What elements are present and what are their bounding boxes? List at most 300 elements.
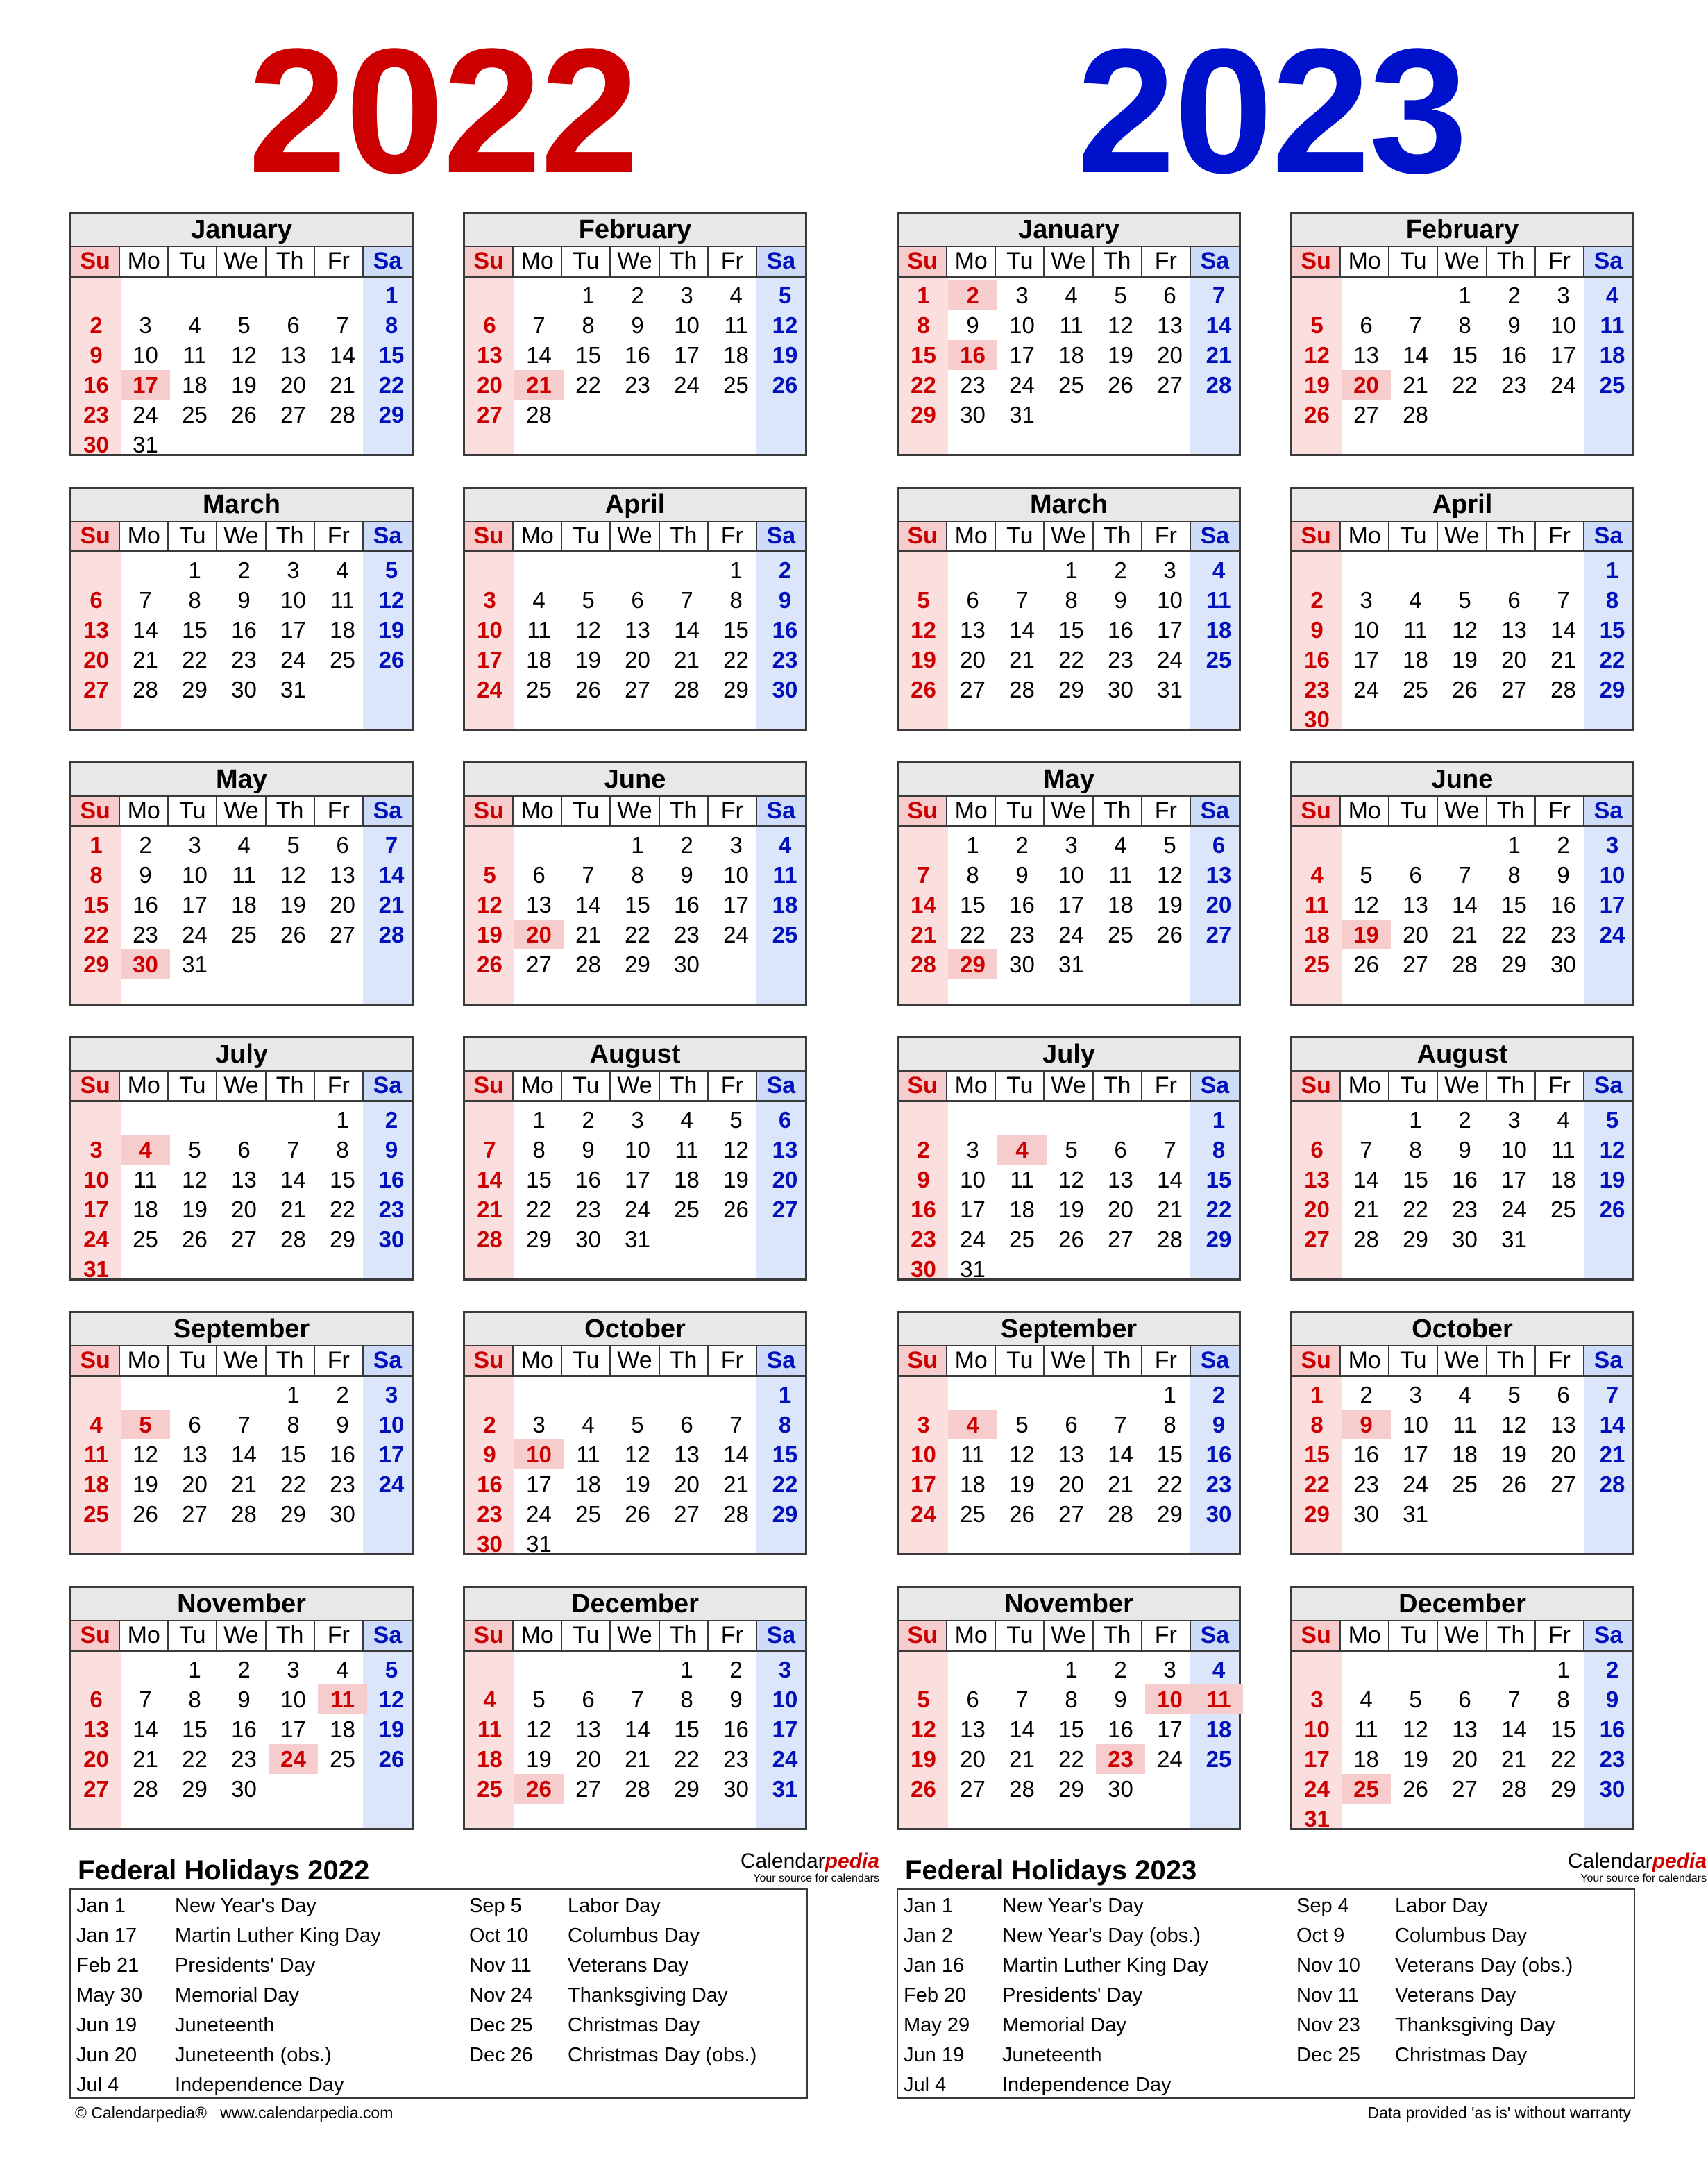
day-cell[interactable]: 16	[83, 372, 109, 398]
day-cell[interactable]: 29	[1157, 1501, 1183, 1527]
day-cell[interactable]: 12	[1058, 1167, 1084, 1192]
day-cell[interactable]: 24	[1353, 677, 1379, 702]
day-cell[interactable]: 17	[723, 892, 749, 918]
day-cell[interactable]: 19	[911, 647, 936, 673]
day-cell[interactable]: 3	[778, 1657, 792, 1682]
day-cell[interactable]: 11	[183, 342, 207, 368]
day-cell[interactable]: 16	[231, 617, 257, 643]
day-cell[interactable]: 3	[1605, 832, 1619, 858]
day-cell[interactable]: 22	[723, 647, 749, 673]
day-cell[interactable]: 30	[231, 677, 257, 702]
day-cell[interactable]: 20	[182, 1471, 208, 1497]
day-cell[interactable]: 21	[1108, 1471, 1133, 1497]
day-cell[interactable]: 25	[723, 372, 749, 398]
day-cell[interactable]: 2	[1557, 832, 1570, 858]
day-cell[interactable]: 11	[477, 1716, 502, 1742]
day-cell[interactable]: 25	[1206, 1746, 1232, 1772]
day-cell[interactable]: 17	[280, 617, 306, 643]
day-cell[interactable]: 28	[1599, 1471, 1625, 1497]
day-cell[interactable]: 1	[1557, 1657, 1570, 1682]
day-cell[interactable]: 10	[1501, 1137, 1527, 1163]
day-cell[interactable]: 16	[1452, 1167, 1478, 1192]
day-cell[interactable]: 12	[182, 1167, 208, 1192]
day-cell[interactable]: 1	[778, 1382, 792, 1408]
day-cell[interactable]: 20	[1403, 922, 1428, 947]
day-cell[interactable]: 11	[1206, 587, 1231, 613]
day-cell[interactable]: 9	[1114, 1687, 1127, 1712]
day-cell[interactable]: 23	[1304, 677, 1330, 702]
day-cell[interactable]: 14	[231, 1442, 257, 1467]
day-cell[interactable]: 5	[1015, 1412, 1029, 1437]
day-cell[interactable]: 27	[1550, 1471, 1576, 1497]
day-cell[interactable]: 6	[483, 312, 496, 338]
day-cell[interactable]: 7	[336, 312, 349, 338]
day-cell[interactable]: 31	[960, 1256, 986, 1282]
day-cell[interactable]: 29	[1550, 1776, 1576, 1802]
day-cell[interactable]: 18	[1206, 617, 1232, 643]
day-cell[interactable]: 30	[231, 1776, 257, 1802]
day-cell[interactable]: 26	[1009, 1501, 1035, 1527]
day-cell[interactable]: 6	[1557, 1382, 1570, 1408]
day-cell[interactable]: 5	[917, 587, 930, 613]
day-cell[interactable]: 5	[1114, 282, 1127, 308]
day-cell[interactable]: 28	[526, 402, 552, 428]
day-cell[interactable]: 25	[83, 1501, 109, 1527]
day-cell[interactable]: 12	[723, 1137, 749, 1163]
day-cell[interactable]: 18	[1009, 1197, 1035, 1222]
day-cell[interactable]: 31	[772, 1776, 798, 1802]
day-cell[interactable]: 7	[1605, 1382, 1619, 1408]
day-cell[interactable]: 7	[729, 1412, 743, 1437]
day-cell[interactable]: 25	[674, 1197, 700, 1222]
day-cell[interactable]: 14	[1009, 617, 1035, 643]
day-cell[interactable]: 24	[1009, 372, 1035, 398]
day-cell[interactable]: 29	[723, 677, 749, 702]
day-cell[interactable]: 2	[948, 280, 997, 310]
day-cell[interactable]: 9	[1015, 862, 1029, 888]
day-cell[interactable]: 16	[674, 892, 700, 918]
day-cell[interactable]: 9	[1114, 587, 1127, 613]
day-cell[interactable]: 27	[1452, 1776, 1478, 1802]
day-cell[interactable]: 12	[772, 312, 798, 338]
day-cell[interactable]: 28	[1009, 1776, 1035, 1802]
day-cell[interactable]: 23	[575, 1197, 601, 1222]
day-cell[interactable]: 26	[280, 922, 306, 947]
day-cell[interactable]: 1	[680, 1657, 693, 1682]
day-cell[interactable]: 5	[1065, 1137, 1078, 1163]
day-cell[interactable]: 19	[723, 1167, 749, 1192]
day-cell[interactable]: 16	[1353, 1442, 1379, 1467]
day-cell[interactable]: 17	[674, 342, 700, 368]
day-cell[interactable]: 10	[477, 617, 502, 643]
day-cell[interactable]: 4	[1212, 557, 1226, 583]
day-cell[interactable]: 23	[231, 1746, 257, 1772]
day-cell[interactable]: 15	[182, 617, 208, 643]
day-cell[interactable]: 5	[287, 832, 300, 858]
day-cell[interactable]: 20	[477, 372, 502, 398]
day-cell[interactable]: 8	[188, 587, 201, 613]
day-cell[interactable]: 19	[378, 1716, 405, 1742]
day-cell[interactable]: 8	[1163, 1412, 1176, 1437]
day-cell[interactable]: 6	[188, 1412, 201, 1437]
day-cell[interactable]: 1	[188, 557, 201, 583]
day-cell[interactable]: 12	[1403, 1716, 1428, 1742]
day-cell[interactable]: 26	[133, 1501, 158, 1527]
day-cell[interactable]: 2	[1458, 1107, 1471, 1133]
day-cell[interactable]: 17	[1058, 892, 1084, 918]
day-cell[interactable]: 2	[778, 557, 792, 583]
day-cell[interactable]: 10	[182, 862, 208, 888]
day-cell[interactable]: 10	[83, 1167, 109, 1192]
day-cell[interactable]: 3	[384, 1382, 398, 1408]
day-cell[interactable]: 11	[675, 1137, 699, 1163]
day-cell[interactable]: 19	[1599, 1167, 1625, 1192]
day-cell[interactable]: 23	[133, 922, 158, 947]
day-cell[interactable]: 12	[575, 617, 601, 643]
day-cell[interactable]: 9	[1310, 617, 1324, 643]
day-cell[interactable]: 22	[1157, 1471, 1183, 1497]
day-cell[interactable]: 10	[133, 342, 158, 368]
day-cell[interactable]: 10	[1599, 862, 1625, 888]
day-cell[interactable]: 10	[911, 1442, 936, 1467]
day-cell[interactable]: 7	[1114, 1412, 1127, 1437]
day-cell[interactable]: 22	[1304, 1471, 1330, 1497]
day-cell[interactable]: 15	[1206, 1167, 1232, 1192]
day-cell[interactable]: 25	[133, 1226, 158, 1252]
day-cell[interactable]: 17	[1501, 1167, 1527, 1192]
day-cell[interactable]: 28	[1206, 372, 1232, 398]
day-cell[interactable]: 20	[772, 1167, 798, 1192]
day-cell[interactable]: 17	[526, 1471, 552, 1497]
day-cell[interactable]: 13	[1550, 1412, 1576, 1437]
day-cell[interactable]: 2	[1114, 1657, 1127, 1682]
day-cell[interactable]: 8	[287, 1412, 300, 1437]
day-cell[interactable]: 22	[378, 372, 405, 398]
day-cell[interactable]: 26	[514, 1774, 564, 1804]
day-cell[interactable]: 10	[772, 1687, 798, 1712]
day-cell[interactable]: 31	[133, 432, 158, 457]
day-cell[interactable]: 15	[960, 892, 986, 918]
day-cell[interactable]: 29	[1304, 1501, 1330, 1527]
day-cell[interactable]: 6	[287, 312, 300, 338]
day-cell[interactable]: 3	[1360, 587, 1373, 613]
day-cell[interactable]: 1	[532, 1107, 546, 1133]
day-cell[interactable]: 28	[330, 402, 355, 428]
day-cell[interactable]: 22	[182, 647, 208, 673]
day-cell[interactable]: 9	[1507, 312, 1521, 338]
day-cell[interactable]: 18	[1353, 1746, 1379, 1772]
day-cell[interactable]: 9	[237, 587, 251, 613]
day-cell[interactable]: 16	[911, 1197, 936, 1222]
day-cell[interactable]: 20	[1157, 342, 1183, 368]
day-cell[interactable]: 6	[966, 1687, 979, 1712]
day-cell[interactable]: 15	[1058, 1716, 1084, 1742]
day-cell[interactable]: 17	[1009, 342, 1035, 368]
day-cell[interactable]: 23	[911, 1226, 936, 1252]
day-cell[interactable]: 15	[772, 1442, 798, 1467]
day-cell[interactable]: 18	[330, 1716, 355, 1742]
day-cell[interactable]: 26	[378, 1746, 405, 1772]
day-cell[interactable]: 25	[330, 1746, 355, 1772]
day-cell[interactable]: 29	[1599, 677, 1625, 702]
day-cell[interactable]: 9	[729, 1687, 743, 1712]
day-cell[interactable]: 26	[1353, 952, 1379, 977]
day-cell[interactable]: 3	[139, 312, 152, 338]
day-cell[interactable]: 11	[576, 1442, 600, 1467]
day-cell[interactable]: 14	[1550, 617, 1576, 643]
day-cell[interactable]: 3	[287, 1657, 300, 1682]
day-cell[interactable]: 2	[1114, 557, 1127, 583]
day-cell[interactable]: 23	[1353, 1471, 1379, 1497]
day-cell[interactable]: 21	[1403, 372, 1428, 398]
day-cell[interactable]: 4	[121, 1135, 170, 1165]
day-cell[interactable]: 15	[1550, 1716, 1576, 1742]
day-cell[interactable]: 21	[1157, 1197, 1183, 1222]
day-cell[interactable]: 9	[1212, 1412, 1226, 1437]
day-cell[interactable]: 28	[575, 952, 601, 977]
day-cell[interactable]: 6	[778, 1107, 792, 1133]
day-cell[interactable]: 10	[1009, 312, 1035, 338]
day-cell[interactable]: 15	[280, 1442, 306, 1467]
day-cell[interactable]: 27	[960, 1776, 986, 1802]
day-cell[interactable]: 4	[582, 1412, 595, 1437]
day-cell[interactable]: 20	[1206, 892, 1232, 918]
day-cell[interactable]: 30	[1009, 952, 1035, 977]
day-cell[interactable]: 3	[1557, 282, 1570, 308]
day-cell[interactable]: 15	[1157, 1442, 1183, 1467]
day-cell[interactable]: 12	[1157, 862, 1183, 888]
day-cell[interactable]: 1	[1310, 1382, 1324, 1408]
day-cell[interactable]: 13	[772, 1137, 798, 1163]
day-cell[interactable]: 31	[1009, 402, 1035, 428]
day-cell[interactable]: 24	[723, 922, 749, 947]
day-cell[interactable]: 7	[139, 1687, 152, 1712]
day-cell[interactable]: 12	[1501, 1412, 1527, 1437]
day-cell[interactable]: 9	[1605, 1687, 1619, 1712]
day-cell[interactable]: 5	[582, 587, 595, 613]
day-cell[interactable]: 4	[1557, 1107, 1570, 1133]
day-cell[interactable]: 21	[1206, 342, 1232, 368]
day-cell[interactable]: 22	[674, 1746, 700, 1772]
day-cell[interactable]: 28	[1452, 952, 1478, 977]
day-cell[interactable]: 21	[1452, 922, 1478, 947]
day-cell[interactable]: 20	[330, 892, 355, 918]
day-cell[interactable]: 9	[966, 312, 979, 338]
day-cell[interactable]: 29	[1058, 677, 1084, 702]
day-cell[interactable]: 13	[960, 617, 986, 643]
day-cell[interactable]: 12	[911, 617, 936, 643]
day-cell[interactable]: 3	[483, 587, 496, 613]
day-cell[interactable]: 31	[1304, 1806, 1330, 1832]
day-cell[interactable]: 25	[960, 1501, 986, 1527]
day-cell[interactable]: 13	[83, 1716, 109, 1742]
day-cell[interactable]: 21	[625, 1746, 650, 1772]
day-cell[interactable]: 20	[575, 1746, 601, 1772]
day-cell[interactable]: 4	[336, 1657, 349, 1682]
day-cell[interactable]: 23	[1009, 922, 1035, 947]
day-cell[interactable]: 17	[378, 1442, 405, 1467]
day-cell[interactable]: 27	[674, 1501, 700, 1527]
day-cell[interactable]: 27	[83, 1776, 109, 1802]
day-cell[interactable]: 22	[1599, 647, 1625, 673]
day-cell[interactable]: 30	[1108, 677, 1133, 702]
day-cell[interactable]: 4	[1065, 282, 1078, 308]
day-cell[interactable]: 7	[582, 862, 595, 888]
day-cell[interactable]: 6	[1310, 1137, 1324, 1163]
day-cell[interactable]: 27	[1304, 1226, 1330, 1252]
day-cell[interactable]: 20	[960, 647, 986, 673]
day-cell[interactable]: 1	[631, 832, 644, 858]
day-cell[interactable]: 26	[1599, 1197, 1625, 1222]
day-cell[interactable]: 21	[378, 892, 405, 918]
day-cell[interactable]: 26	[723, 1197, 749, 1222]
day-cell[interactable]: 23	[960, 372, 986, 398]
day-cell[interactable]: 30	[378, 1226, 405, 1252]
day-cell[interactable]: 8	[966, 862, 979, 888]
day-cell[interactable]: 21	[674, 647, 700, 673]
day-cell[interactable]: 24	[1157, 1746, 1183, 1772]
day-cell[interactable]: 31	[526, 1531, 552, 1557]
day-cell[interactable]: 26	[1501, 1471, 1527, 1497]
day-cell[interactable]: 16	[1304, 647, 1330, 673]
day-cell[interactable]: 19	[575, 647, 601, 673]
day-cell[interactable]: 20	[280, 372, 306, 398]
day-cell[interactable]: 29	[772, 1501, 798, 1527]
day-cell[interactable]: 30	[1353, 1501, 1379, 1527]
day-cell[interactable]: 27	[280, 402, 306, 428]
day-cell[interactable]: 3	[1163, 1657, 1176, 1682]
day-cell[interactable]: 25	[1108, 922, 1133, 947]
day-cell[interactable]: 5	[384, 1657, 398, 1682]
day-cell[interactable]: 17	[1403, 1442, 1428, 1467]
day-cell[interactable]: 7	[631, 1687, 644, 1712]
day-cell[interactable]: 29	[1501, 952, 1527, 977]
day-cell[interactable]: 30	[1304, 707, 1330, 732]
day-cell[interactable]: 23	[674, 922, 700, 947]
day-cell[interactable]: 26	[1108, 372, 1133, 398]
day-cell[interactable]: 15	[625, 892, 650, 918]
day-cell[interactable]: 28	[1403, 402, 1428, 428]
day-cell[interactable]: 18	[1206, 1716, 1232, 1742]
day-cell[interactable]: 2	[680, 832, 693, 858]
day-cell[interactable]: 16	[723, 1716, 749, 1742]
day-cell[interactable]: 29	[378, 402, 405, 428]
day-cell[interactable]: 23	[772, 647, 798, 673]
day-cell[interactable]: 28	[1009, 677, 1035, 702]
day-cell[interactable]: 27	[575, 1776, 601, 1802]
day-cell[interactable]: 10	[1304, 1716, 1330, 1742]
day-cell[interactable]: 21	[723, 1471, 749, 1497]
day-cell[interactable]: 3	[1409, 1382, 1422, 1408]
day-cell[interactable]: 12	[1452, 617, 1478, 643]
day-cell[interactable]: 22	[1550, 1746, 1576, 1772]
day-cell[interactable]: 10	[723, 862, 749, 888]
day-cell[interactable]: 9	[237, 1687, 251, 1712]
day-cell[interactable]: 31	[625, 1226, 650, 1252]
day-cell[interactable]: 27	[772, 1197, 798, 1222]
day-cell[interactable]: 8	[729, 587, 743, 613]
day-cell[interactable]: 26	[1058, 1226, 1084, 1252]
day-cell[interactable]: 28	[1353, 1226, 1379, 1252]
day-cell[interactable]: 16	[948, 340, 997, 370]
day-cell[interactable]: 2	[1507, 282, 1521, 308]
day-cell[interactable]: 8	[778, 1412, 792, 1437]
day-cell[interactable]: 26	[182, 1226, 208, 1252]
day-cell[interactable]: 30	[674, 952, 700, 977]
day-cell[interactable]: 26	[231, 402, 257, 428]
day-cell[interactable]: 8	[917, 312, 930, 338]
day-cell[interactable]: 3	[188, 832, 201, 858]
day-cell[interactable]: 26	[1403, 1776, 1428, 1802]
day-cell[interactable]: 22	[625, 922, 650, 947]
day-cell[interactable]: 27	[83, 677, 109, 702]
day-cell[interactable]: 19	[1058, 1197, 1084, 1222]
day-cell[interactable]: 18	[1452, 1442, 1478, 1467]
day-cell[interactable]: 6	[1065, 1412, 1078, 1437]
day-cell[interactable]: 20	[1342, 370, 1391, 400]
day-cell[interactable]: 27	[330, 922, 355, 947]
day-cell[interactable]: 25	[231, 922, 257, 947]
day-cell[interactable]: 28	[231, 1501, 257, 1527]
day-cell[interactable]: 16	[1108, 617, 1133, 643]
day-cell[interactable]: 14	[1157, 1167, 1183, 1192]
day-cell[interactable]: 15	[1501, 892, 1527, 918]
day-cell[interactable]: 16	[625, 342, 650, 368]
day-cell[interactable]: 29	[280, 1501, 306, 1527]
day-cell[interactable]: 21	[1599, 1442, 1625, 1467]
day-cell[interactable]: 16	[1206, 1442, 1232, 1467]
day-cell[interactable]: 12	[1009, 1442, 1035, 1467]
day-cell[interactable]: 18	[83, 1471, 109, 1497]
day-cell[interactable]: 22	[280, 1471, 306, 1497]
day-cell[interactable]: 2	[631, 282, 644, 308]
day-cell[interactable]: 10	[960, 1167, 986, 1192]
day-cell[interactable]: 4	[237, 832, 251, 858]
day-cell[interactable]: 19	[1403, 1746, 1428, 1772]
day-cell[interactable]: 29	[182, 1776, 208, 1802]
day-cell[interactable]: 18	[1403, 647, 1428, 673]
day-cell[interactable]: 9	[631, 312, 644, 338]
day-cell[interactable]: 6	[1458, 1687, 1471, 1712]
day-cell[interactable]: 19	[1304, 372, 1330, 398]
day-cell[interactable]: 9	[90, 342, 103, 368]
day-cell[interactable]: 15	[911, 342, 936, 368]
day-cell[interactable]: 21	[477, 1197, 502, 1222]
day-cell[interactable]: 14	[133, 617, 158, 643]
day-cell[interactable]: 1	[1212, 1107, 1226, 1133]
day-cell[interactable]: 17	[1550, 342, 1576, 368]
day-cell[interactable]: 19	[182, 1197, 208, 1222]
day-cell[interactable]: 7	[1360, 1137, 1373, 1163]
day-cell[interactable]: 2	[139, 832, 152, 858]
day-cell[interactable]: 8	[680, 1687, 693, 1712]
day-cell[interactable]: 7	[1015, 587, 1029, 613]
day-cell[interactable]: 11	[84, 1442, 108, 1467]
day-cell[interactable]: 17	[960, 1197, 986, 1222]
day-cell[interactable]: 28	[133, 677, 158, 702]
day-cell[interactable]: 6	[1163, 282, 1176, 308]
day-cell[interactable]: 9	[139, 862, 152, 888]
day-cell[interactable]: 22	[526, 1197, 552, 1222]
day-cell[interactable]: 12	[1599, 1137, 1625, 1163]
day-cell[interactable]: 2	[582, 1107, 595, 1133]
day-cell[interactable]: 28	[1108, 1501, 1133, 1527]
day-cell[interactable]: 3	[631, 1107, 644, 1133]
day-cell[interactable]: 10	[674, 312, 700, 338]
day-cell[interactable]: 10	[1550, 312, 1576, 338]
day-cell[interactable]: 1	[1605, 557, 1619, 583]
day-cell[interactable]: 20	[231, 1197, 257, 1222]
